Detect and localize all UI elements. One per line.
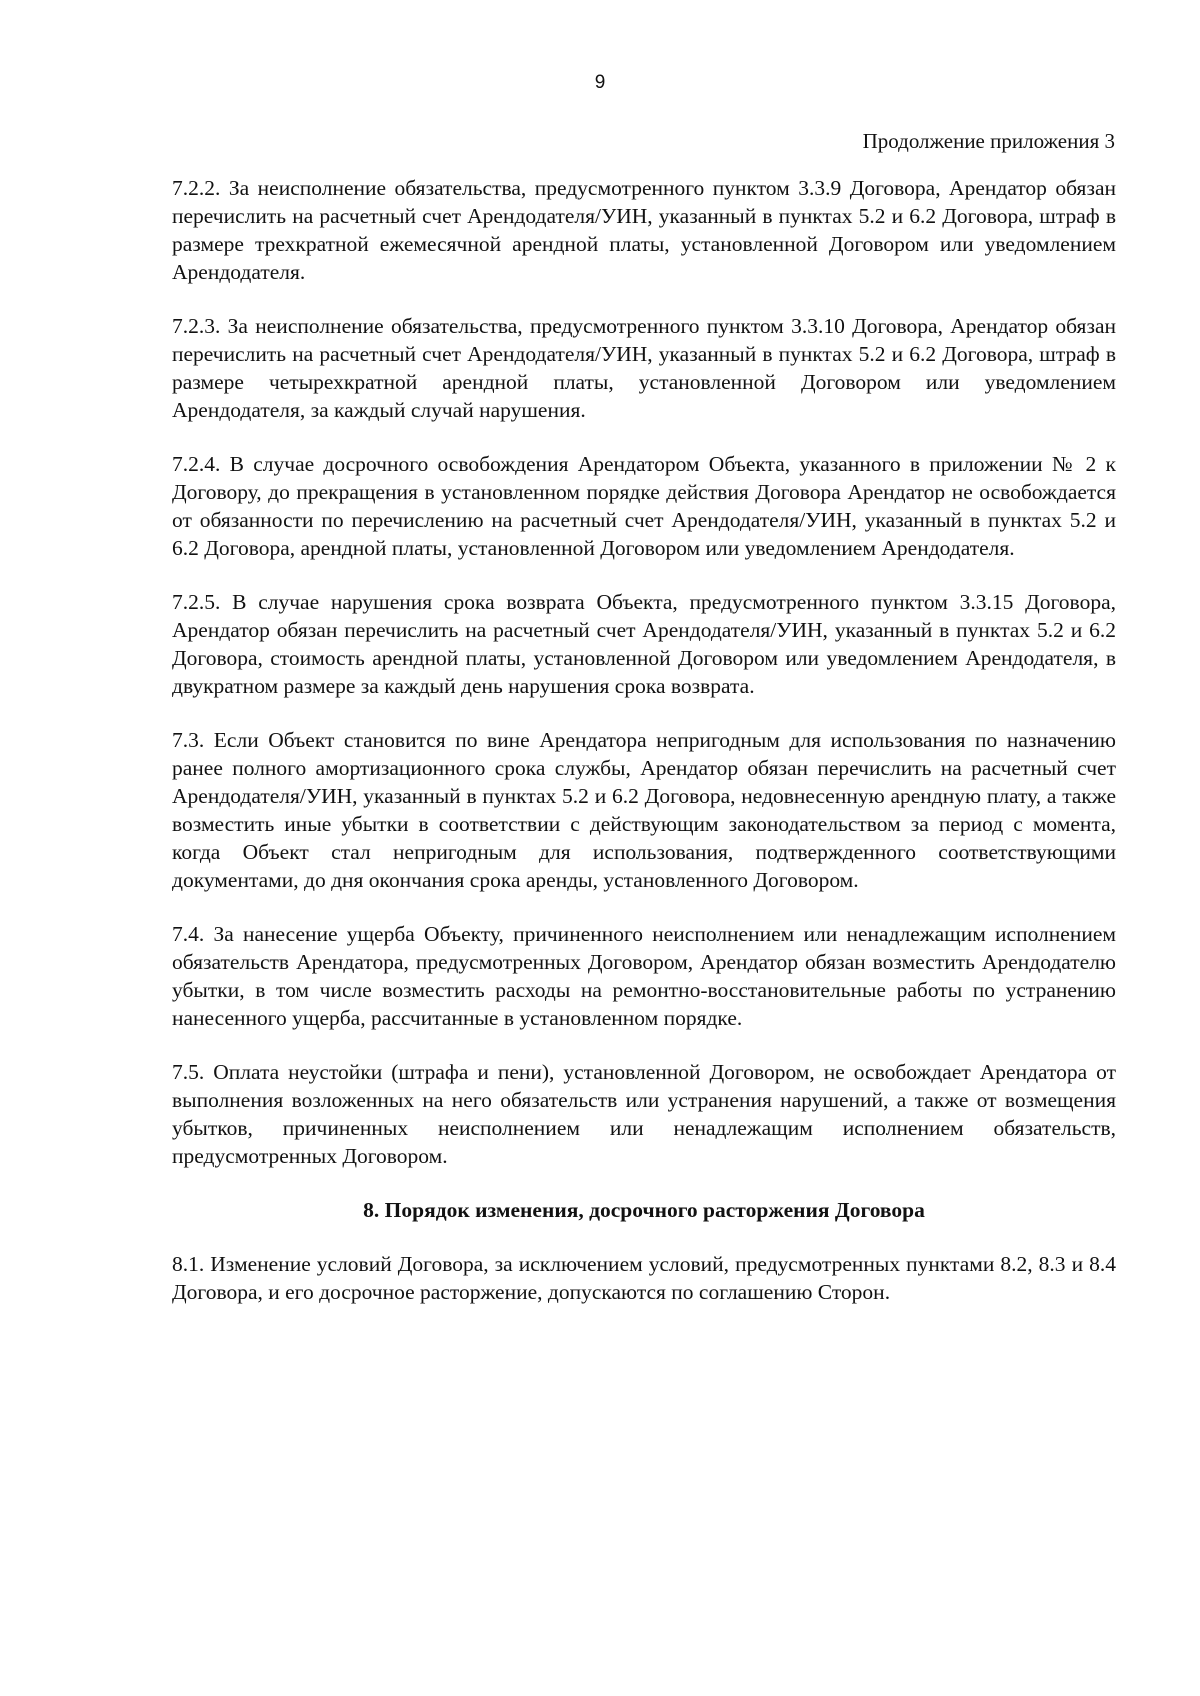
clause-7-2-2: 7.2.2. За неисполнение обязательства, предусмотренного пунктом 3.3.9 Договора, Арендатор обязан перечислить на расчетный счет Арендодателя/УИН, указанный в пунктах 5.2 и 6.2 Договора, штраф в размере трехкратной ежемесячной арендной платы, установленной Договором или уведомлением Арендодателя. (172, 176, 1116, 284)
section-8-heading: 8. Порядок изменения, досрочного расторжения Договора (363, 1198, 925, 1222)
clause-7-4: 7.4. За нанесение ущерба Объекту, причиненного неисполнением или ненадлежащим исполнением обязательств Арендатора, предусмотренных Договором, Арендатор обязан возместить Арендодателю убытки, в том числе возместить расходы на ремонтно-восстановительные работы по устранению нанесенного ущерба, рассчитанные в установленном порядке. (172, 922, 1116, 1030)
clause-7-2-4: 7.2.4. В случае досрочного освобождения Арендатором Объекта, указанного в приложении № 2 к Договору, до прекращения в установленном порядке действия Договора Арендатор не освобождается от обязанности по перечислению на расчетный счет Арендодателя/УИН, указанный в пунктах 5.2 и 6.2 Договора, арендной платы, установленной Договором или уведомлением Арендодателя. (172, 452, 1116, 560)
clause-7-3: 7.3. Если Объект становится по вине Арендатора непригодным для использования по назначению ранее полного амортизационного срока службы, Арендатор обязан перечислить на расчетный счет Арендодателя/УИН, указанный в пунктах 5.2 и 6.2 Договора, недовнесенную арендную плату, а также возместить иные убытки в соответствии с действующим законодательством за период с момента, когда Объект стал непригодным для использования, подтвержденного соответствующими документами, до дня окончания срока аренды, установленного Договором. (172, 728, 1116, 892)
clause-7-2-5: 7.2.5. В случае нарушения срока возврата Объекта, предусмотренного пунктом 3.3.15 Договора, Арендатор обязан перечислить на расчетный счет Арендодателя/УИН, указанный в пунктах 5.2 и 6.2 Договора, стоимость арендной платы, установленной Договором или уведомлением Арендодателя, в двукратном размере за каждый день нарушения срока возврата. (172, 590, 1116, 698)
clause-7-5: 7.5. Оплата неустойки (штрафа и пени), установленной Договором, не освобождает Арендатора от выполнения возложенных на него обязательств или устранения нарушений, а также от возмещения убытков, причиненных неисполнением или ненадлежащим исполнением обязательств, предусмотренных Договором. (172, 1060, 1116, 1168)
document-body (172, 174, 1116, 1332)
appendix-continuation-note: Продолжение приложения 3 (862, 129, 1115, 153)
page-number: 9 (594, 72, 606, 93)
clause-8-1: 8.1. Изменение условий Договора, за исключением условий, предусмотренных пунктами 8.2, 8.3 и 8.4 Договора, и его досрочное расторжение, допускаются по соглашению Сторон. (172, 1252, 1116, 1304)
clause-7-2-3: 7.2.3. За неисполнение обязательства, предусмотренного пунктом 3.3.10 Договора, Арендатор обязан перечислить на расчетный счет Арендодателя/УИН, указанный в пунктах 5.2 и 6.2 Договора, штраф в размере четырехкратной арендной платы, установленной Договором или уведомлением Арендодателя, за каждый случай нарушения. (172, 314, 1116, 422)
